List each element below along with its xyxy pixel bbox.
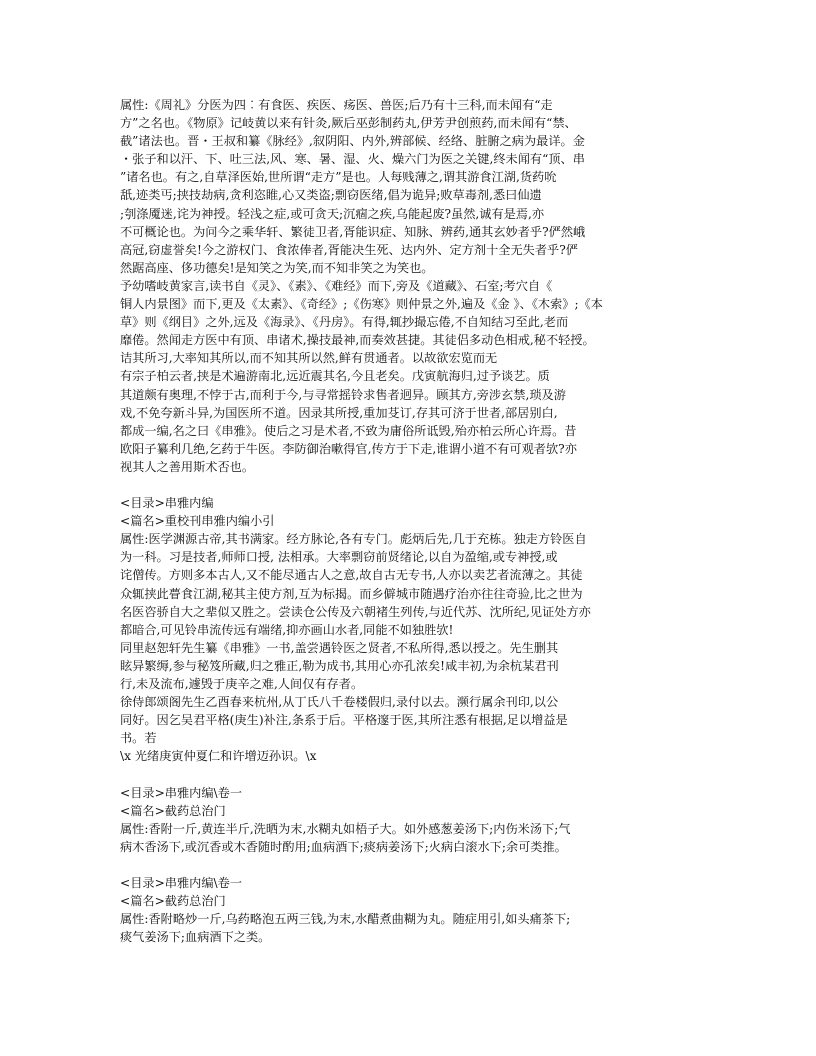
text-line: 名医咨骄自大之辈似又胜之。尝读仓公传及六朝褚生列传,与近代苏、沈所纪,见证处方亦 — [120, 604, 591, 619]
text-line: 舐,迹类丐;挟技劫病,贪利恣睢,心又类盗;剽窃医绪,倡为诡异;败草毒剂,悉曰仙遗 — [120, 188, 542, 203]
text-line: 戏,不免夸新斗异,为国医所不道。因录其所授,重加芟订,存其可济于世者,部居别白, — [120, 405, 558, 420]
text-line: 为一科。习是技者,师师口授, 法相承。大率剽窃前贤绪论,以自为盈缩,或专神授,或 — [120, 550, 558, 565]
text-line: 属性:香附略炒一斤,乌药略泡五两三钱,为末,水醋煮曲糊为丸。随症用引,如头痛茶下; — [120, 912, 571, 927]
paragraph-gap — [120, 476, 698, 494]
text-line: \x 光绪庚寅仲夏仁和许增迈孙识。\x — [120, 749, 317, 764]
text-line: 予幼嗜岐黄家言,读书自《灵》、《素》、《难经》而下,旁及《道藏》、石室;考穴自《 — [120, 278, 553, 293]
text-line: <篇名>截药总治门 — [120, 803, 226, 818]
text-line: ;刳涤魇迷,诧为神授。轻浅之症,或可贪天;沉痼之疾,乌能起废?虽然,诚有是焉,亦 — [120, 206, 545, 221]
text-line: 不可概论也。为问今之乘华轩、繁徒卫者,胥能识症、知脉、辨药,通其玄妙者乎?俨然峨 — [120, 224, 586, 239]
text-line: 同好。因乞吴君平格(庚生)补注,条系于后。平格邃于医,其所注悉有根据,足以增益是 — [120, 713, 568, 728]
text-line: 都暗合,可见铃串流传远有端绪,抑亦画山水者,同能不如独胜欤! — [120, 622, 454, 637]
text-line: ”诸名也。有之,自草泽医始,世所谓“走方”是也。人每贱薄之,谓其游食江湖,货药吮 — [120, 170, 557, 185]
text-line: 属性:《周礼》分医为四︰有食医、疾医、疡医、兽医;后乃有十三科,而未闻有“走 — [120, 98, 553, 112]
text-line: 欧阳子纂利几绝,乞药于牛医。李防御治嗽得官,传方于下走,谁谓小道不有可观者欤?亦 — [120, 441, 577, 456]
paragraph-gap — [120, 856, 698, 874]
text-line: ・张子和以汗、下、吐三法,风、寒、暑、湿、火、燥六门为医之关键,终未闻有“顶、串 — [120, 152, 585, 167]
text-line: 视其人之善用斯术否也。 — [120, 459, 255, 474]
text-line: 诘其所习,大率知其所以,而不知其所以然,鲜有贯通者。以故欲宏览而无 — [120, 351, 498, 366]
text-line: 有宗子柏云者,挟是术遍游南北,远近震其名,今且老矣。戊寅航海归,过予谈艺。质 — [120, 369, 550, 384]
text-line: 诧僧传。方则多本古人,又不能尽通古人之意,故自古无专书,人亦以卖艺者流薄之。其徒 — [120, 568, 583, 583]
text-line: 铜人内景图》而下,更及《太素》、《奇经》;《伤寒》则仲景之外,遍及《金 》、《木索》;《本 — [120, 297, 603, 312]
text-line: 方”之名也。《物原》记岐黄以来有针灸,厥后巫彭制药丸,伊芳尹创煎药,而未闻有“禁、 — [120, 116, 577, 131]
text-line: 属性:医学渊源古帝,其书满家。经方脉论,各有专门。彪炳后先,几于充栋。独走方铃医自 — [120, 532, 587, 547]
text-line: 属性:香附一斤,黄连半斤,洗晒为末,水糊丸如梧子大。如外感葱姜汤下;内伤米汤下;气 — [120, 821, 571, 836]
text-line: 截”诸法也。晋・王叔和纂《脉经》,叙阴阳、内外,辨部候、经络、脏腑之病为最详。金 — [120, 134, 585, 149]
text-line: 靡倦。然闻走方医中有顶、串诸术,操技最神,而奏效甚捷。其徒侣多动色相戒,秘不轻授。 — [120, 333, 595, 348]
text-line: 痰气姜汤下;血病酒下之类。 — [120, 930, 271, 945]
text-line: <目录>串雅内编 — [120, 496, 214, 511]
text-line: 草》则《纲目》之外,远及《海录》、《丹房》。有得,辄抄撮忘倦,不自知结习至此,老而 — [120, 315, 569, 330]
text-line: 都成一编,名之曰《串雅》。使后之习是术者,不致为庸俗所诋毁,殆亦柏云所心许焉。昔 — [120, 423, 577, 438]
text-line: 然踞高座、侈功德矣!是知笑之为笑,而不知非笑之为笑也。 — [120, 260, 434, 275]
text-line: <篇名>重校刊串雅内编小引 — [120, 514, 275, 529]
text-line: 病木香汤下,或沉香或木香随时酌用;血病酒下;痰病姜汤下;火病白滚水下;余可类推。 — [120, 839, 567, 854]
text-line: 众辄挟此瞢食江湖,秘其主使方剂,互为标揭。而乡僻城市随遇疗治亦往往奇验,比之世为 — [120, 586, 583, 601]
text-line: 其道颇有奥理,不悖于古,而利于今,与寻常摇铃求售者迥异。顾其方,旁涉玄禁,琐及游 — [120, 387, 566, 402]
text-line: <目录>串雅内编\卷一 — [120, 785, 243, 800]
text-line: 高冠,窃虚誉矣!今之游权门、食浓俸者,胥能决生死、达内外、定方剂十全无失者乎?俨 — [120, 242, 578, 257]
text-line: 徐侍郎颂阁先生乙酉春来杭州,从丁氏八千卷楼假归,录付以去。濒行属余刊印,以公 — [120, 695, 559, 710]
text-line: 行,未及流布,遽毁于庚辛之难,人间仅有存者。 — [120, 677, 364, 691]
text-line: 同里赵恕轩先生纂《串雅》一书,盖尝遇铃医之贤者,不私所得,悉以授之。先生删其 — [120, 640, 559, 655]
text-line: <篇名>截药总治门 — [120, 894, 226, 909]
paragraph-gap — [120, 765, 698, 783]
text-line: 书。若 — [120, 731, 157, 746]
document-page — [120, 96, 698, 946]
text-line: <目录>串雅内编\卷一 — [120, 876, 243, 891]
text-line: 眩异繁缛,参与秘笈所藏,归之雅正,勒为成书,其用心亦孔浓矣!咸丰初,为余杭某君刊 — [120, 658, 559, 673]
